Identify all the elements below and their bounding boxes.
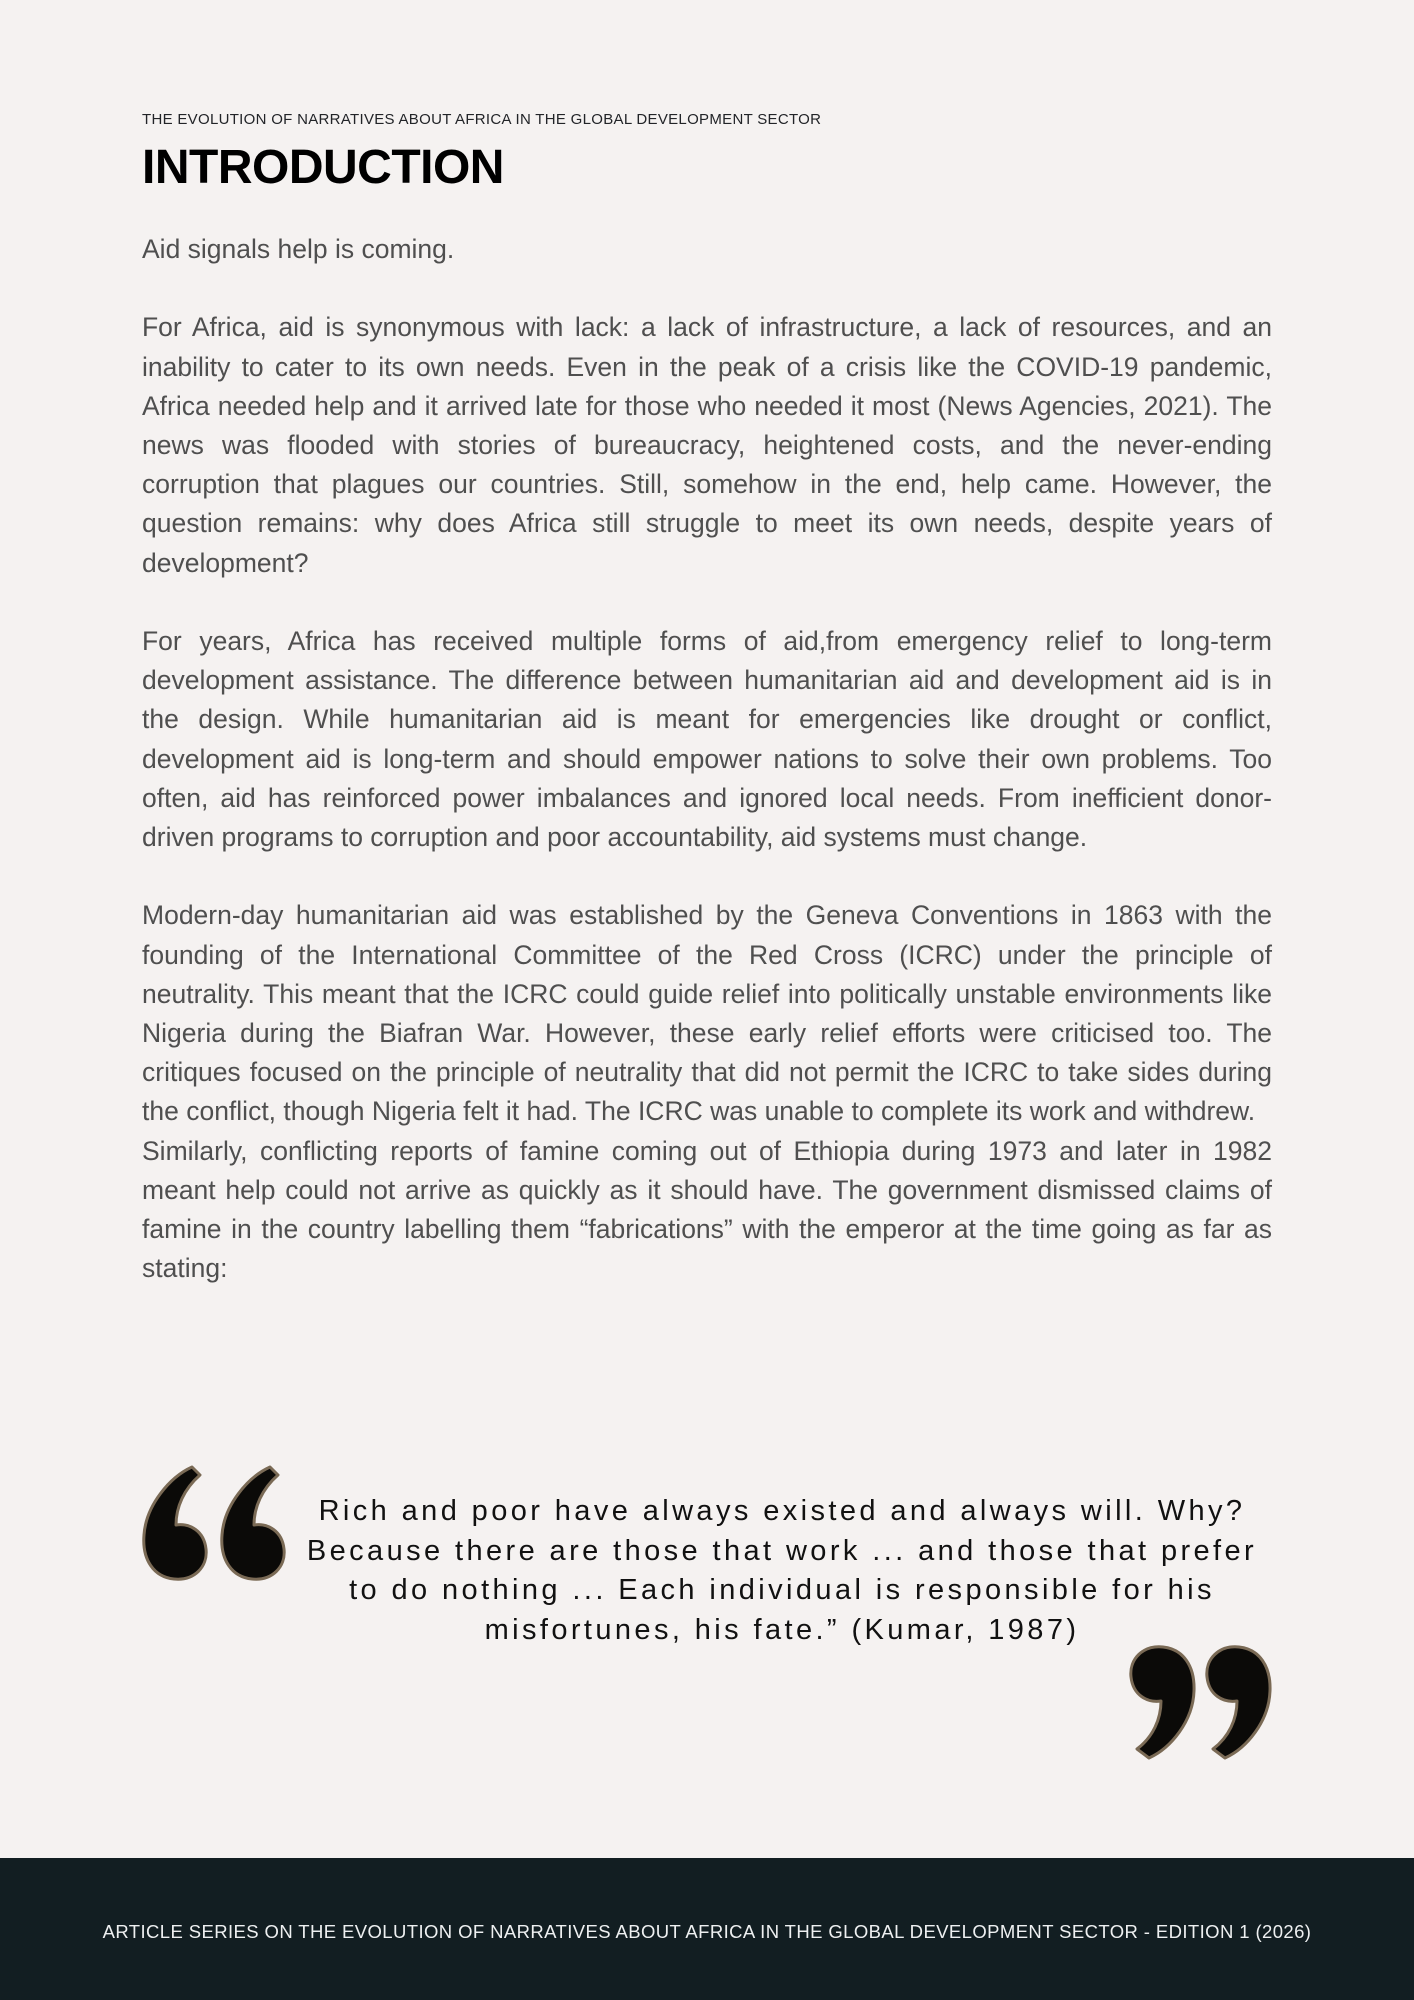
page-title: INTRODUCTION [142,141,504,194]
close-quote-mark-icon [1117,1645,1272,1760]
paragraph: Similarly, conflicting reports of famine coming out of Ethiopia during 1973 and later in 1982 meant help could not arrive as quickly as it should have. The government dismissed claims of famine in the country labelling them “fabrications” with the emperor at the time going as far as stating: [142,1135,1272,1284]
paragraph: For years, Africa has received multiple forms of aid,from emergency relief to long-term development assistance. The difference between humanitarian aid and development aid is in the design. While humanitarian aid is meant for emergencies like drought or conflict, development aid is long-term and should empower nations to solve their own problems. Too often, aid has reinforced power imbalances and ignored local needs. From inefficient donor-driven programs to corruption and poor accountability, aid systems must change. [142,626,1272,853]
series-kicker: THE EVOLUTION OF NARRATIVES ABOUT AFRICA IN THE GLOBAL DEVELOPMENT SECTOR [142,111,822,128]
paragraph: Modern-day humanitarian aid was established by the Geneva Conventions in 1863 with the founding of the International Committee of the Red Cross (ICRC) under the principle of neutrality. This meant that the ICRC could guide relief into politically unstable environments like Nigeria during the Biafran War. However, these early relief efforts were criticised too. The critiques focused on the principle of neutrality that did not permit the ICRC to take sides during the conflict, though Nigeria felt it had. The ICRC was unable to complete its work and withdrew. [142,900,1272,1127]
article-body [142,230,1272,1288]
footer-bar [0,1858,1414,2000]
paragraph-lead: Aid signals help is coming. [142,234,455,264]
footer-text: ARTICLE SERIES ON THE EVOLUTION OF NARRATIVES ABOUT AFRICA IN THE GLOBAL DEVELOPMENT SECTOR - EDITION 1 (2026) [102,1921,1312,1942]
quote-text: Rich and poor have always existed and always will. Why? Because there are those that work ... and those that prefer to do nothing ... Each individual is responsible for his misfortunes, his fate.” (Kumar, 1987) [306,1495,1258,1646]
paragraph: For Africa, aid is synonymous with lack: a lack of infrastructure, a lack of resources, and an inability to cater to its own needs. Even in the peak of a crisis like the COVID-19 pandemic, Africa needed help and it arrived late for those who needed it most (News Agencies, 2021). The news was flooded with stories of bureaucracy, heightened costs, and the never-ending corruption that plagues our countries. Still, somehow in the end, help came. However, the question remains: why does Africa still struggle to meet its own needs, despite years of development? [142,312,1272,578]
open-quote-mark-icon [142,1465,300,1583]
pull-quote [142,1465,1272,1765]
